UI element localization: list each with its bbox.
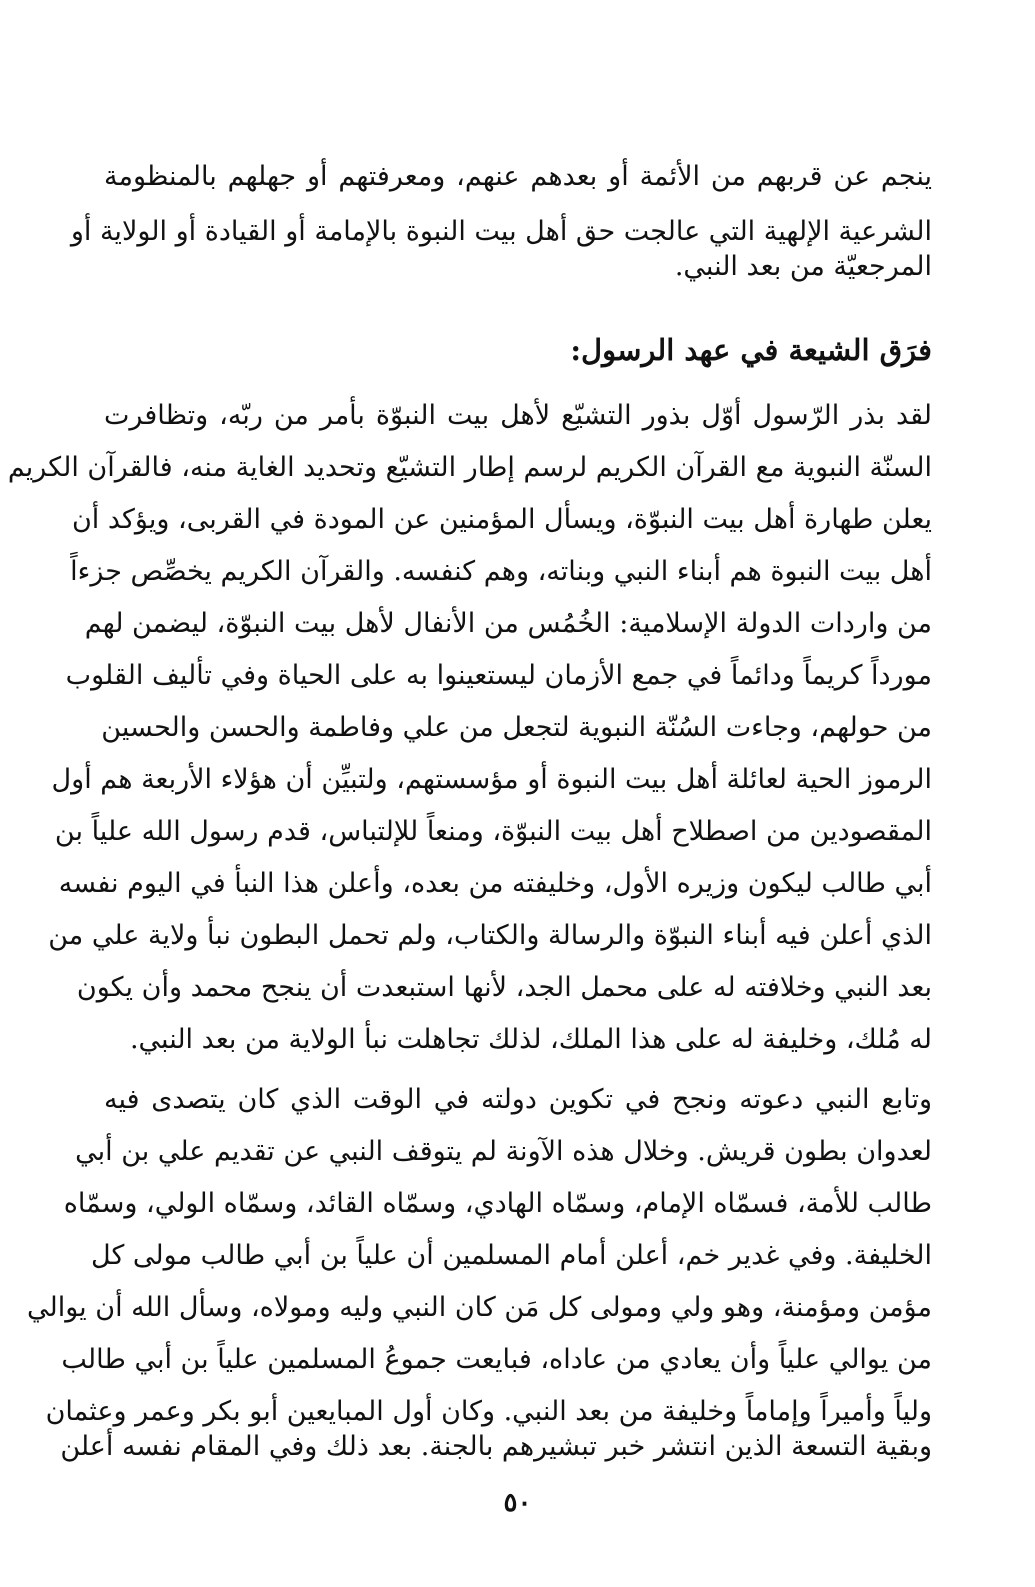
p1-line-7: من حولهم، وجاءت السُنّة النبوية لتجعل من علي وفاطمة والحسن والحسين <box>101 712 932 743</box>
p1-line-2: السنّة النبوية مع القرآن الكريم لرسم إطار التشيّع وتحديد الغاية منه، فالقرآن الكريم <box>7 452 932 483</box>
intro-line-3: المرجعيّة من بعد النبي. <box>674 251 932 282</box>
p2-line-5: مؤمن ومؤمنة، وهو ولي ومولى كل مَن كان النبي وليه ومولاه، وسأل الله أن يوالي <box>26 1292 932 1323</box>
p2-line-1: وتابع النبي دعوته ونجح في تكوين دولته في الوقت الذي كان يتصدى فيه <box>104 1084 932 1115</box>
p1-line-4: أهل بيت النبوة هم أبناء النبي وبناته، وهم كنفسه. والقرآن الكريم يخصِّص جزءاً <box>70 556 932 587</box>
p1-line-13: له مُلك، وخليفة له على هذا الملك، لذلك تجاهلت نبأ الولاية من بعد النبي. <box>129 1024 932 1055</box>
page-number: ٥٠ <box>503 1488 532 1518</box>
p2-line-8: وبقية التسعة الذين انتشر خبر تبشيرهم بالجنة. بعد ذلك وفي المقام نفسه أعلن <box>60 1431 932 1462</box>
intro-line-2: الشرعية الإلهية التي عالجت حق أهل بيت النبوة بالإمامة أو القيادة أو الولاية أو <box>70 216 932 247</box>
p1-line-6: مورداً كريماً ودائماً في جمع الأزمان ليستعينوا به على الحياة وفي تأليف القلوب <box>65 660 932 691</box>
section-heading: فرَق الشيعة في عهد الرسول: <box>570 333 932 367</box>
p1-line-1: لقد بذر الرّسول أوّل بذور التشيّع لأهل بيت النبوّة بأمر من ربّه، وتظافرت <box>104 400 932 431</box>
p1-line-10: أبي طالب ليكون وزيره الأول، وخليفته من بعده، وأعلن هذا النبأ في اليوم نفسه <box>58 868 932 899</box>
p1-line-5: من واردات الدولة الإسلامية: الخُمُس من الأنفال لأهل بيت النبوّة، ليضمن لهم <box>84 608 932 639</box>
p2-line-4: الخليفة. وفي غدير خم، أعلن أمام المسلمين أن علياً بن أبي طالب مولى كل <box>91 1240 932 1271</box>
p2-line-3: طالب للأمة، فسمّاه الإمام، وسمّاه الهادي، وسمّاه القائد، وسمّاه الولي، وسمّاه <box>63 1188 932 1219</box>
p1-line-3: يعلن طهارة أهل بيت النبوّة، ويسأل المؤمنين عن المودة في القربى، ويؤكد أن <box>71 504 932 535</box>
intro-line-1: ينجم عن قربهم من الأئمة أو بعدهم عنهم، ومعرفتهم أو جهلهم بالمنظومة <box>104 161 932 192</box>
p2-line-2: لعدوان بطون قريش. وخلال هذه الآونة لم يتوقف النبي عن تقديم علي بن أبي <box>75 1136 932 1167</box>
p1-line-12: بعد النبي وخلافته له على محمل الجد، لأنها استبعدت أن ينجح محمد وأن يكون <box>76 972 932 1003</box>
p1-line-9: المقصودين من اصطلاح أهل بيت النبوّة، ومنعاً للإلتباس، قدم رسول الله علياً بن <box>54 816 932 847</box>
p2-line-7: ولياً وأميراً وإماماً وخليفة من بعد النبي. وكان أول المبايعين أبو بكر وعمر وعثمان <box>45 1396 932 1427</box>
p1-line-8: الرموز الحية لعائلة أهل بيت النبوة أو مؤسستهم، ولتبيِّن أن هؤلاء الأربعة هم أول <box>51 764 932 795</box>
p2-line-6: من يوالي علياً وأن يعادي من عاداه، فبايعت جموعُ المسلمين علياً بن أبي طالب <box>61 1344 932 1375</box>
p1-line-11: الذي أعلن فيه أبناء النبوّة والرسالة والكتاب، ولم تحمل البطون نبأ ولاية علي من <box>48 920 932 951</box>
